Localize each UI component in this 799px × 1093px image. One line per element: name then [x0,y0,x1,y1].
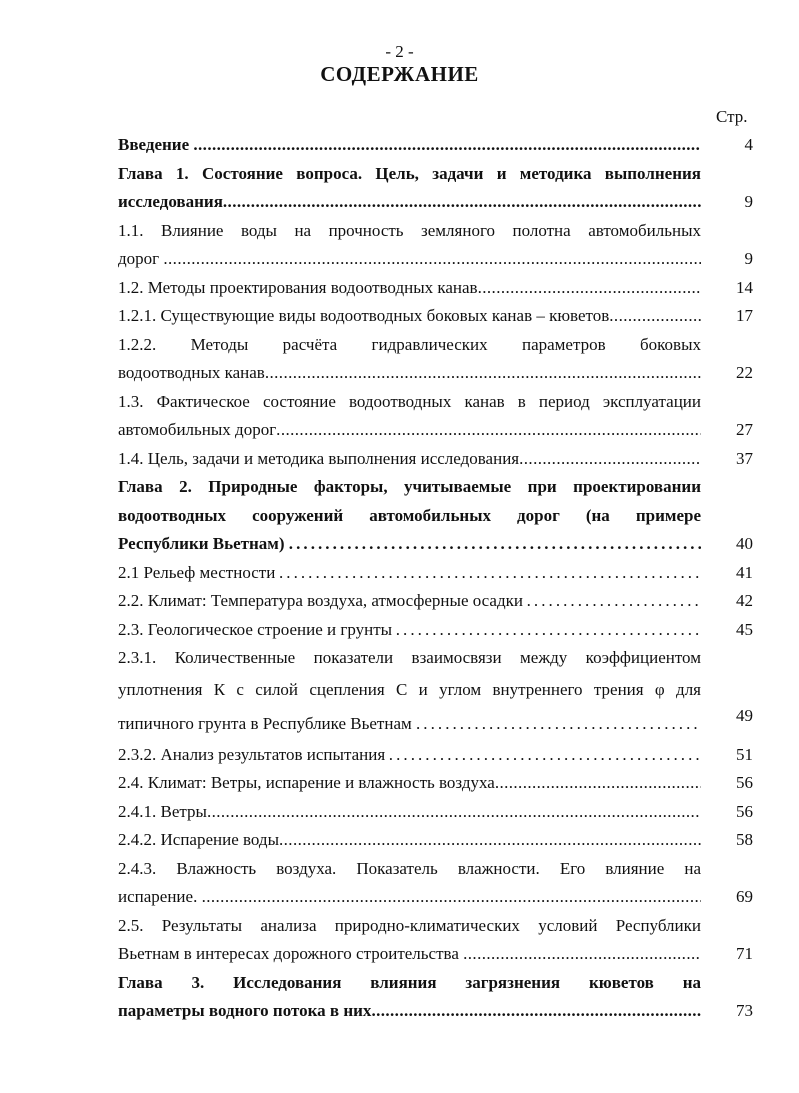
toc-page: 49 [736,706,753,725]
toc-line: водоотводных сооружений автомобильных дорог (на примере [118,505,701,525]
toc-entry-2-1[interactable] [118,559,753,588]
toc-line: 2.4.3. Влажность воздуха. Показатель влажности. Его влияние на [118,858,701,878]
toc-page: 4 [744,135,753,154]
toc-entry-introduction[interactable] [118,131,753,160]
toc-line: исследования ..... [118,188,701,217]
page-title: СОДЕРЖАНИЕ [320,62,479,86]
toc-entry-2-3-1[interactable] [118,644,753,741]
toc-page: 27 [736,420,753,439]
toc-line: Республики Вьетнам) . . . [118,530,701,559]
toc-entry-2-3[interactable] [118,616,753,645]
toc-entry-1-3[interactable] [118,388,753,445]
toc-page: 41 [736,562,753,582]
toc-entry-2-4-2[interactable] [118,826,753,855]
toc-entry-1-2[interactable] [118,274,753,303]
toc-line: 2.3.1. Количественные показатели взаимосвязи между коэффициентом [118,648,701,667]
toc-page: 9 [744,192,753,211]
toc-line: 1.2. Методы проектирования водоотводных канав ..... [118,274,701,303]
toc-entry-1-2-1[interactable] [118,302,753,331]
toc-line: дорог ..... [118,245,701,274]
toc-line: 1.2.1. Существующие виды водоотводных боковых канав – кюветов ..... [118,302,701,331]
toc-line: Вьетнам в интересах дорожного строительства ..... [118,940,701,969]
toc-entry-2-2[interactable] [118,587,753,616]
toc-line: 2.4. Климат: Ветры, испарение и влажность воздуха ..... [118,769,701,798]
toc-line: водоотводных канав ..... [118,359,701,388]
toc-line: Глава 2. Природные факторы, учитываемые при проектировании [118,477,701,496]
toc-line: 2.5. Результаты анализа природно-климатических условий Республики [118,915,701,935]
toc-entry-chapter-1[interactable] [118,160,753,217]
toc-line: 2.2. Климат: Температура воздуха, атмосферные осадки . . . [118,587,701,616]
toc-entry-2-4-3[interactable] [118,855,753,912]
toc-entry-1-2-2[interactable] [118,331,753,388]
toc-line: 2.1 Рельеф местности . . . [118,559,701,588]
toc-line: 1.1. Влияние воды на прочность земляного полотна автомобильных [118,220,701,240]
toc-line: 2.4.1. Ветры ..... [118,798,701,827]
toc-entry-chapter-3[interactable] [118,969,753,1026]
toc-line: 2.4.2. Испарение воды ..... [118,826,701,855]
toc-page: 14 [736,277,753,297]
toc-page: 51 [736,744,753,764]
toc-page: 45 [736,619,753,639]
toc-line: автомобильных дорог ..... [118,416,701,445]
toc-line: 2.3.2. Анализ результатов испытания . . . [118,741,701,770]
toc-line: 2.3. Геологическое строение и грунты . . . [118,616,701,645]
toc-page: 37 [736,448,753,468]
page-number: - 2 - [385,42,414,61]
toc-entry-2-4[interactable] [118,769,753,798]
toc-page: 42 [736,591,753,610]
toc-line: типичного грунта в Республике Вьетнам . . . [118,707,701,741]
toc-line: параметры водного потока в них ..... [118,997,701,1026]
toc-line: Введение ..... [118,131,701,160]
toc-entry-2-5[interactable] [118,912,753,969]
toc-line: 1.3. Фактическое состояние водоотводных канав в период эксплуатации [118,391,701,411]
toc-entry-chapter-2[interactable] [118,473,753,559]
toc-page: 69 [736,887,753,906]
toc-page: 40 [736,534,753,553]
toc-entry-1-4[interactable] [118,445,753,474]
toc-entry-2-4-1[interactable] [118,798,753,827]
toc-line: уплотнения К с силой сцепления С и углом внутреннего трения φ для [118,679,701,699]
table-of-contents [118,131,753,1026]
toc-page: 56 [736,773,753,792]
toc-line: 1.4. Цель, задачи и методика выполнения исследования ..... [118,445,701,474]
toc-entry-1-1[interactable] [118,217,753,274]
toc-page: 73 [736,1001,753,1020]
toc-page: 56 [736,801,753,821]
toc-line: Глава 1. Состояние вопроса. Цель, задачи и методика выполнения [118,163,701,183]
toc-line: 1.2.2. Методы расчёта гидравлических параметров боковых [118,334,701,354]
toc-line: испарение. ..... [118,883,701,912]
page-column-header: Стр. [716,107,748,126]
toc-page: 9 [744,249,753,268]
toc-entry-2-3-2[interactable] [118,741,753,770]
toc-page: 22 [736,363,753,382]
toc-page: 17 [736,306,753,325]
toc-page: 71 [736,944,753,963]
toc-page: 58 [736,830,753,849]
toc-line: Глава 3. Исследования влияния загрязнения кюветов на [118,972,701,992]
